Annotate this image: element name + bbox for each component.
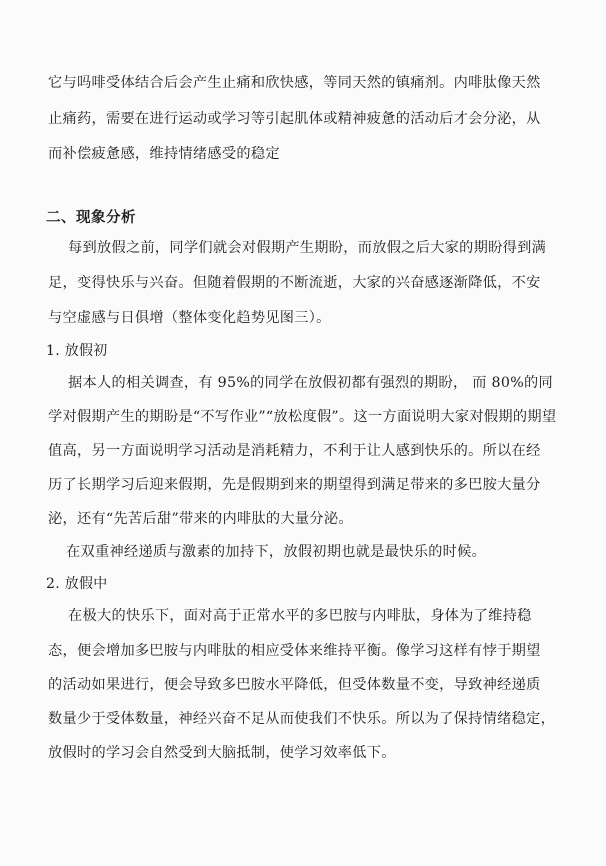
subsection-2-title: 2. 放假中 — [46, 576, 108, 592]
sub2-para-line-3: 的活动如果进行，便会导致多巴胺水平降低，但受体数量不变，导致神经递质 — [48, 677, 541, 693]
sub2-para-line-4: 数量少于受体数量，神经兴奋不足从而使我们不快乐。所以为了保持情绪稳定， — [48, 711, 556, 727]
sub1-para-line-1: 据本人的相关调查，有 95%的同学在放假初都有强烈的期盼， 而 80%的同 — [68, 375, 553, 391]
sub1-para-line-5: 泌，还有“先苦后甜”带来的内啡肽的大量分泌。 — [48, 511, 353, 527]
intro-line-2: 止痛药，需要在进行运动或学习等引起肌体或精神疲惫的活动后才会分泌，从 — [48, 111, 541, 127]
sub1-para-line-3: 值高，另一方面说明学习活动是消耗精力，不利于让人感到快乐的。所以在经 — [48, 443, 541, 459]
sub1-para-line-4: 历了长期学习后迎来假期，先是假期到来的期望得到满足带来的多巴胺大量分 — [48, 477, 541, 493]
section-heading: 二、现象分析 — [46, 210, 136, 226]
subsection-1-title: 1. 放假初 — [46, 343, 108, 359]
sub2-para-line-1: 在极大的快乐下，面对高于正常水平的多巴胺与内啡肽，身体为了维持稳 — [68, 608, 532, 624]
sub2-para-line-2: 态，便会增加多巴胺与内啡肽的相应受体来维持平衡。像学习这样有悖于期望 — [48, 643, 541, 659]
section-para-line-1: 每到放假之前，同学们就会对假期产生期盼，而放假之后大家的期盼得到满 — [68, 240, 547, 256]
section-para-line-2: 足，变得快乐与兴奋。但随着假期的不断流逝，大家的兴奋感逐渐降低，不安 — [48, 275, 541, 291]
sub2-para-line-5: 放假时的学习会自然受到大脑抵制，使学习效率低下。 — [48, 745, 396, 761]
section-para-line-3: 与空虚感与日俱增（整体变化趋势见图三）。 — [48, 310, 331, 326]
intro-line-3: 而补偿疲惫感，维持情绪感受的稳定 — [48, 146, 280, 162]
sub1-para-line-2: 学对假期产生的期盼是“不写作业”“放松度假”。这一方面说明大家对假期的期望 — [48, 409, 557, 425]
sub1-para2-line-1: 在双重神经递质与激素的加持下，放假初期也就是最快乐的时候。 — [66, 544, 487, 560]
intro-line-1: 它与吗啡受体结合后会产生止痛和欣快感，等同天然的镇痛剂。内啡肽像天然 — [48, 75, 541, 91]
